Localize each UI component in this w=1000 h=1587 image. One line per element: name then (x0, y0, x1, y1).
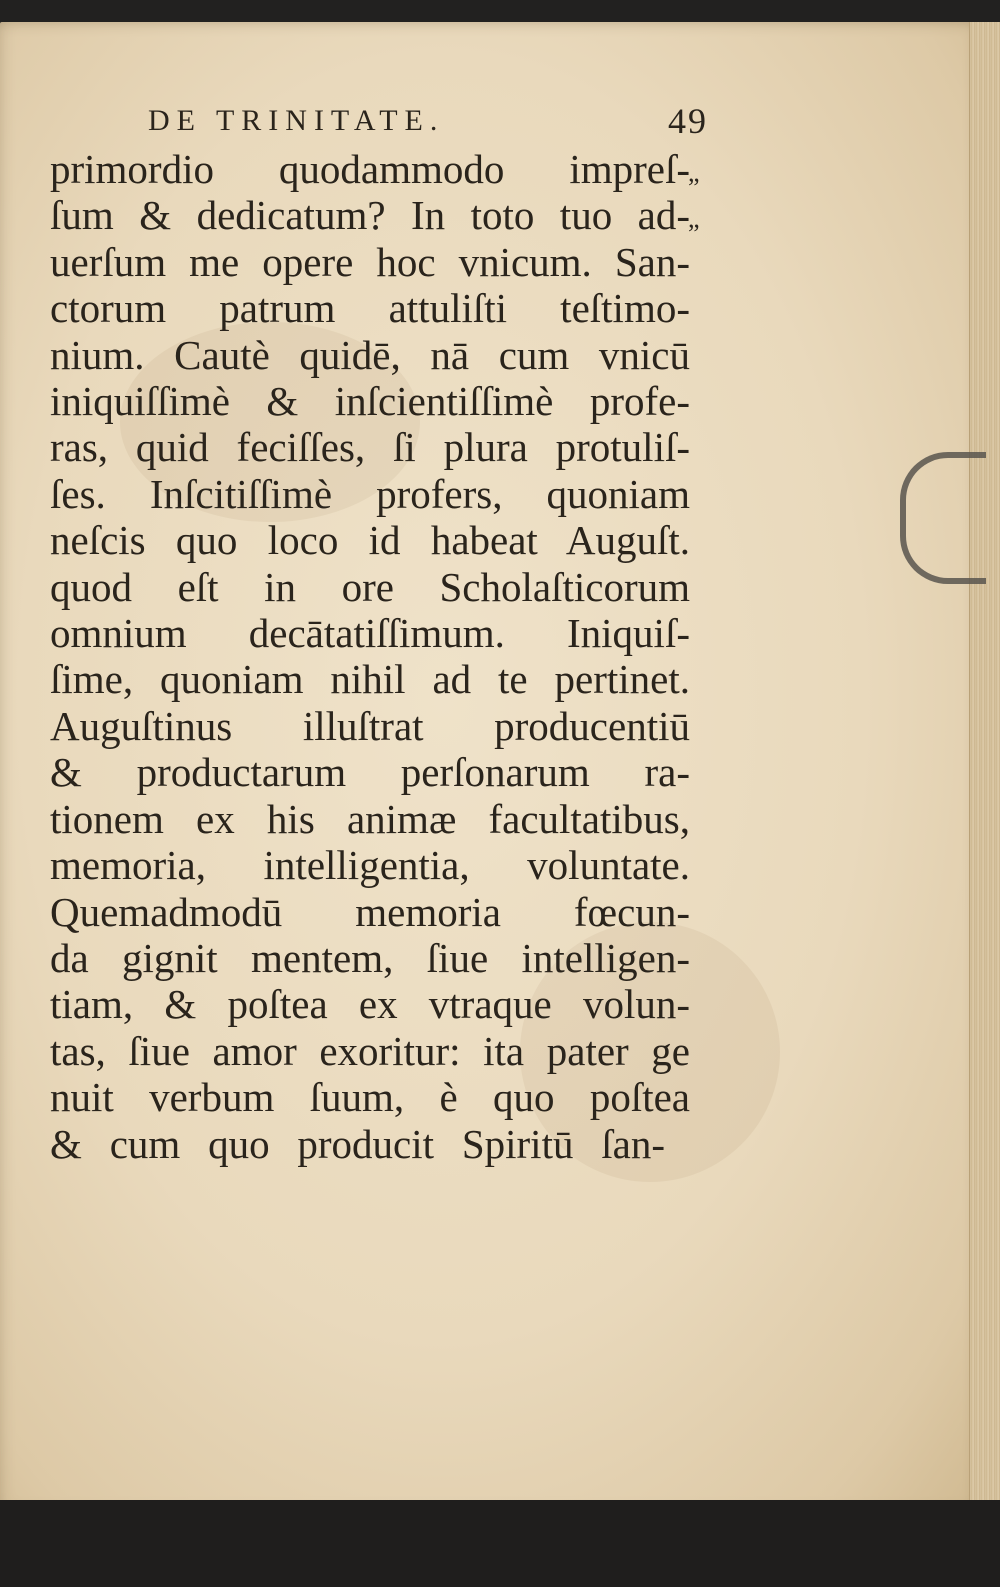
running-head-title: DE TRINITATE. (148, 104, 445, 137)
text-line: Auguſtinus illuſtrat producentiū (50, 702, 690, 749)
margin-quotation-marks (688, 150, 700, 242)
text-line: omnium decātatiſſimum. Iniquiſ- (50, 610, 690, 657)
margin-mark: „ (688, 204, 700, 233)
text-line: quod eſt in ore Scholaſticorum (50, 563, 690, 610)
margin-mark: „ (688, 158, 700, 187)
text-line: ſum & dedicatum? In toto tuo ad- (50, 192, 690, 239)
text-line: nuit verbum ſuum, è quo poſtea (50, 1074, 690, 1121)
text-line: & productarum perſonarum ra- (50, 749, 690, 796)
text-line: & cum quo producit Spiritū ſan- (50, 1120, 665, 1167)
page-number: 49 (668, 101, 708, 141)
text-line: memoria, intelligentia, voluntate. (50, 842, 690, 889)
text-line: ctorum patrum attuliſti teſtimo- (50, 285, 690, 332)
scan-bottom-border (0, 1500, 1000, 1587)
page-edges (969, 22, 1000, 1522)
text-line: ſime, quoniam nihil ad te pertinet. (50, 656, 690, 703)
text-body (50, 146, 720, 1167)
text-line: da gignit mentem, ſiue intelligen- (50, 934, 690, 981)
text-line: tiam, & poſtea ex vtraque volun- (50, 981, 690, 1028)
running-head (148, 100, 708, 146)
text-line: neſcis quo loco id habeat Auguſt. (50, 517, 690, 564)
text-line: ſes. Inſcitiſſimè profers, quoniam (50, 470, 690, 517)
text-line: ras, quid feciſſes, ſi plura protuliſ- (50, 424, 690, 471)
text-line: Quemadmodū memoria fœcun- (50, 888, 690, 935)
page-clip (900, 452, 986, 584)
text-line: uerſum me opere hoc vnicum. San- (50, 238, 690, 285)
text-line: tionem ex his animæ facultatibus, (50, 795, 690, 842)
page-text (50, 100, 720, 1167)
text-line: tas, ſiue amor exoritur: ita pater ge (50, 1027, 690, 1074)
text-line: iniquiſſimè & inſcientiſſimè profe- (50, 378, 690, 425)
text-line: nium. Cautè quidē, nā cum vnicū (50, 331, 690, 378)
text-line: primordio quodammodo impreſ- (50, 146, 690, 192)
